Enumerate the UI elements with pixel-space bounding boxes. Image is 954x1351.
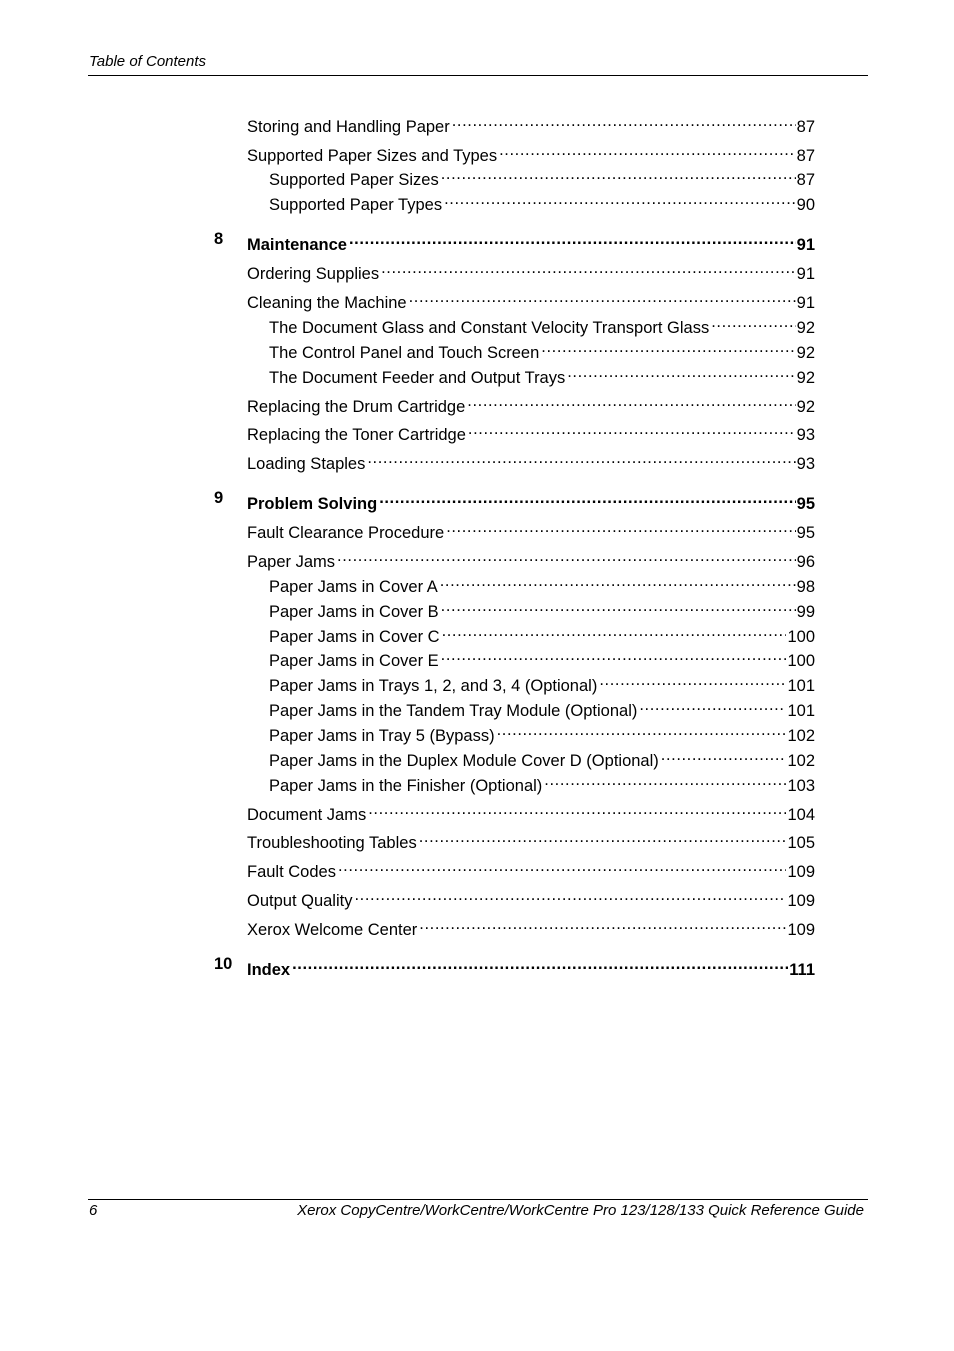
chapter-number: 9 [214, 489, 224, 507]
toc-entry-title: Document Jams [247, 806, 367, 824]
dot-leader [599, 669, 786, 691]
toc-entry-title: Paper Jams in Cover A [269, 578, 438, 596]
toc-entry-title: Troubleshooting Tables [247, 834, 417, 852]
toc-entry[interactable] [247, 884, 815, 910]
toc-entry[interactable] [247, 826, 815, 852]
toc-page-number: 109 [787, 921, 815, 939]
toc-entry[interactable] [269, 163, 815, 189]
toc-page-number: 100 [787, 628, 815, 646]
toc-entry-title: Ordering Supplies [247, 265, 380, 283]
footer-page-number: 6 [89, 1202, 98, 1219]
toc-entry-title: Supported Paper Sizes and Types [247, 147, 498, 165]
toc-entry-title: Replacing the Drum Cartridge [247, 398, 466, 416]
toc-page-number: 95 [796, 495, 815, 513]
toc-entry[interactable] [247, 418, 815, 444]
page-footer [88, 1199, 868, 1224]
toc-page-number: 87 [796, 147, 815, 165]
toc-entry-title: The Document Glass and Constant Velocity Transport Glass [269, 319, 710, 337]
dot-leader [292, 953, 788, 975]
toc-page-number: 93 [796, 455, 815, 473]
toc-entry-title: Loading Staples [247, 455, 366, 473]
toc-entry[interactable] [269, 744, 815, 770]
dot-leader [441, 644, 787, 666]
toc-entry-title: Fault Codes [247, 863, 336, 881]
toc-page-number: 90 [796, 196, 815, 214]
dot-leader [441, 163, 796, 185]
dot-leader [711, 311, 795, 333]
toc-page-number: 92 [796, 369, 815, 387]
toc-page-number: 109 [787, 863, 815, 881]
toc-page-number: 104 [787, 806, 815, 824]
toc-entry[interactable] [247, 913, 815, 939]
toc-page-number: 103 [787, 777, 815, 795]
dot-leader [441, 595, 796, 617]
toc-entry[interactable] [269, 336, 815, 362]
dot-leader [367, 447, 795, 469]
toc-entry[interactable] [269, 669, 815, 695]
dot-leader [497, 719, 787, 741]
toc-entry[interactable] [269, 694, 815, 720]
toc-entry[interactable] [247, 516, 815, 542]
toc-chapter-entry[interactable] [214, 953, 815, 979]
toc-entry-title: Xerox Welcome Center [247, 921, 418, 939]
toc-entry[interactable] [247, 110, 815, 136]
dot-leader [381, 257, 796, 279]
dot-leader [349, 228, 796, 250]
toc-page-number: 92 [796, 319, 815, 337]
dot-leader [444, 188, 796, 210]
toc-entry-title: Paper Jams in the Duplex Module Cover D (Optional) [269, 752, 659, 770]
dot-leader [419, 913, 786, 935]
toc-entry-title: Index [247, 961, 291, 979]
toc-page-number: 98 [796, 578, 815, 596]
toc-page-number: 111 [789, 961, 815, 979]
toc-entry[interactable] [247, 447, 815, 473]
dot-leader [419, 826, 787, 848]
toc-page-number: 91 [796, 294, 815, 312]
toc-entry-title: Paper Jams in Cover C [269, 628, 440, 646]
toc-entry-title: Output Quality [247, 892, 353, 910]
toc-page-number: 100 [787, 652, 815, 670]
toc-entry[interactable] [269, 769, 815, 795]
toc-entry[interactable] [269, 361, 815, 387]
toc-entry[interactable] [247, 139, 815, 165]
toc-entry-title: Storing and Handling Paper [247, 118, 450, 136]
dot-leader [541, 336, 795, 358]
dot-leader [354, 884, 786, 906]
toc-entry-title: Paper Jams in the Finisher (Optional) [269, 777, 543, 795]
footer-document-title: Xerox CopyCentre/WorkCentre/WorkCentre Pro 123/128/133 Quick Reference Guide [297, 1202, 864, 1219]
header-title: Table of Contents [89, 53, 207, 70]
dot-leader [338, 855, 787, 877]
dot-leader [446, 516, 795, 538]
toc-entry-title: Maintenance [247, 236, 347, 254]
toc-page-number: 92 [796, 344, 815, 362]
toc-entry[interactable] [269, 188, 815, 214]
toc-page-number: 92 [796, 398, 815, 416]
toc-entry[interactable] [269, 595, 815, 621]
toc-entry-title: Supported Paper Sizes [269, 171, 439, 189]
toc-entry-title: Paper Jams in Tray 5 (Bypass) [269, 727, 495, 745]
dot-leader [468, 418, 796, 440]
toc-entry-title: Problem Solving [247, 495, 378, 513]
toc-page-number: 91 [796, 265, 815, 283]
dot-leader [567, 361, 795, 383]
toc-entry[interactable] [269, 620, 815, 646]
dot-leader [440, 570, 796, 592]
toc-entry-title: Paper Jams [247, 553, 336, 571]
toc-entry-title: Fault Clearance Procedure [247, 524, 445, 542]
toc-entry-title: Paper Jams in Cover B [269, 603, 439, 621]
toc-entry[interactable] [247, 798, 815, 824]
dot-leader [661, 744, 787, 766]
toc-page-number: 95 [796, 524, 815, 542]
toc-page-number: 96 [796, 553, 815, 571]
chapter-number: 10 [214, 955, 233, 973]
toc-page-number: 99 [796, 603, 815, 621]
dot-leader [442, 620, 787, 642]
toc-page-number: 105 [787, 834, 815, 852]
toc-page-number: 87 [796, 171, 815, 189]
dot-leader [544, 769, 786, 791]
toc-entry[interactable] [269, 644, 815, 670]
toc-entry-title: The Control Panel and Touch Screen [269, 344, 540, 362]
toc-chapter-entry[interactable] [214, 487, 815, 513]
dot-leader [409, 286, 796, 308]
dot-leader [452, 110, 796, 132]
toc-entry[interactable] [269, 311, 815, 337]
dot-leader [467, 390, 795, 412]
toc-page-number: 109 [787, 892, 815, 910]
toc-entry[interactable] [269, 719, 815, 745]
toc-entry[interactable] [247, 257, 815, 283]
toc-page-number: 102 [787, 727, 815, 745]
toc-entry-title: Replacing the Toner Cartridge [247, 426, 466, 444]
toc-page-number: 101 [787, 702, 815, 720]
toc-entry-title: Supported Paper Types [269, 196, 443, 214]
toc-entry-title: Paper Jams in Cover E [269, 652, 439, 670]
toc-page-number: 101 [787, 677, 815, 695]
toc-entry-title: Cleaning the Machine [247, 294, 407, 312]
toc-page-number: 102 [787, 752, 815, 770]
toc-entry-title: Paper Jams in the Tandem Tray Module (Optional) [269, 702, 638, 720]
toc-entry[interactable] [247, 286, 815, 312]
toc-page-number: 93 [796, 426, 815, 444]
dot-leader [379, 487, 795, 509]
toc-entry[interactable] [269, 570, 815, 596]
toc-entry[interactable] [247, 855, 815, 881]
dot-leader [337, 545, 796, 567]
dot-leader [499, 139, 796, 161]
dot-leader [368, 798, 786, 820]
toc-entry[interactable] [247, 390, 815, 416]
toc-entry-title: Paper Jams in Trays 1, 2, and 3, 4 (Optional) [269, 677, 598, 695]
toc-chapter-entry[interactable] [214, 228, 815, 254]
chapter-number: 8 [214, 230, 224, 248]
toc-entry-title: The Document Feeder and Output Trays [269, 369, 566, 387]
toc-page-number: 87 [796, 118, 815, 136]
toc-page-number: 91 [796, 236, 815, 254]
page-header [88, 53, 868, 76]
toc-entry[interactable] [247, 545, 815, 571]
dot-leader [639, 694, 786, 716]
